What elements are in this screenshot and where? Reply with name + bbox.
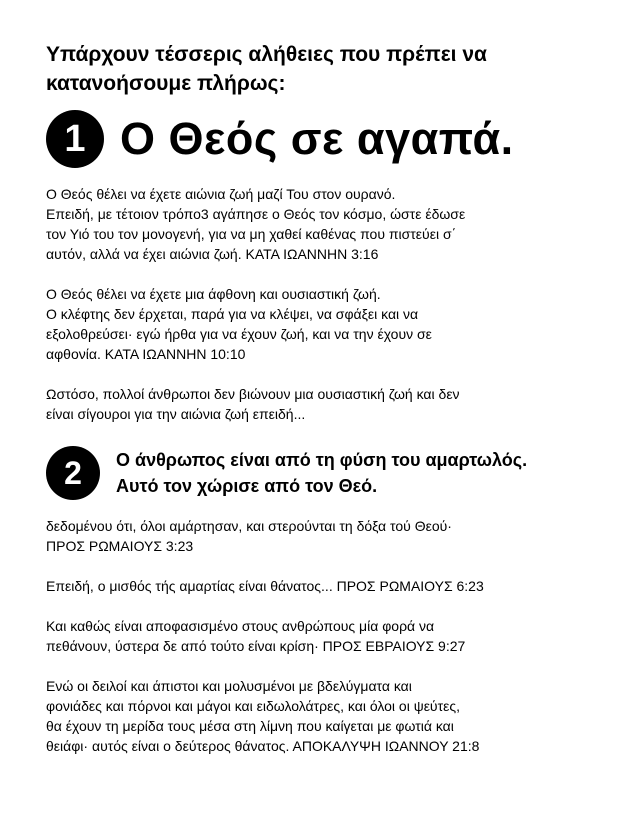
text-line: Επειδή, ο μισθός τής αμαρτίας είναι θάνατος... ΠΡΟΣ ΡΩΜΑΙΟΥΣ 6:23 [46,578,484,594]
text-line: Και καθώς είναι αποφασισμένο στους ανθρώπους μία φορά να [46,618,435,634]
section-1-paragraph-1 [46,184,598,264]
text-line: εξολοθρεύσει· εγώ ήρθα για να έχουν ζωή, και να την έχουν σε [46,326,432,342]
section-2-paragraph-3 [46,616,598,656]
section-1-paragraph-3 [46,384,598,424]
text-line: τον Υιό του τον μονογενή, για να μη χαθεί καθένας που πιστεύει σ΄ [46,226,457,242]
section-2-title-line-2: Αυτό τον χώρισε από τον Θεό. [116,476,378,496]
text-line: φονιάδες και πόρνοι και μάγοι και ειδωλολάτρες, και όλοι οι ψεύτες, [46,698,460,714]
text-line: ΠΡΟΣ ΡΩΜΑΙΟΥΣ 3:23 [46,538,194,554]
section-2-paragraph-4 [46,676,598,756]
section-2-paragraph-2 [46,576,598,596]
text-line: Ο κλέφτης δεν έρχεται, παρά για να κλέψει, να σφάξει και να [46,306,419,322]
text-line: Ο Θεός θέλει να έχετε αιώνια ζωή μαζί Του στον ουρανό. [46,186,396,202]
intro-line-2: κατανοήσουμε πλήρως: [46,72,286,95]
text-line: Ωστόσο, πολλοί άνθρωποι δεν βιώνουν μια ουσιαστική ζωή και δεν [46,386,460,402]
text-line: πεθάνουν, ύστερα δε από τούτο είναι κρίση· ΠΡΟΣ ΕΒΡΑΙΟΥΣ 9:27 [46,638,466,654]
section-1-number-badge: 1 [46,110,104,168]
section-1-title: Ο Θεός σε αγαπά. [120,113,514,164]
intro-heading [46,40,598,98]
section-2-header [46,446,598,500]
intro-line-1: Υπάρχουν τέσσερις αλήθειες που πρέπει να [46,43,487,66]
section-2-title-line-1: Ο άνθρωπος είναι από τη φύση του αμαρτωλός. [116,450,528,470]
text-line: δεδομένου ότι, όλοι αμάρτησαν, και στερούνται τη δόξα τού Θεού· [46,518,452,534]
text-line: θα έχουν τη μερίδα τους μέσα στη λίμνη που καίγεται με φωτιά και [46,718,454,734]
text-line: Ο Θεός θέλει να έχετε μια άφθονη και ουσιαστική ζωή. [46,286,381,302]
text-line: είναι σίγουροι για την αιώνια ζωή επειδή... [46,406,306,422]
section-2-title [116,447,527,499]
text-line: Επειδή, με τέτοιον τρόπο3 αγάπησε ο Θεός τον κόσμο, ώστε έδωσε [46,206,466,222]
text-line: θειάφι· αυτός είναι ο δεύτερος θάνατος. ΑΠΟΚΑΛΥΨΗ ΙΩΑΝΝΟΥ 21:8 [46,738,480,754]
section-1-header [46,110,598,168]
text-line: Ενώ οι δειλοί και άπιστοι και μολυσμένοι με βδελύγματα και [46,678,412,694]
text-line: αφθονία. ΚΑΤΑ ΙΩΑΝΝΗΝ 10:10 [46,346,246,362]
text-line: αυτόν, αλλά να έχει αιώνια ζωή. ΚΑΤΑ ΙΩΑΝΝΗΝ 3:16 [46,246,379,262]
section-1-paragraph-2 [46,284,598,364]
section-2-paragraph-1 [46,516,598,556]
section-2-number-badge: 2 [46,446,100,500]
